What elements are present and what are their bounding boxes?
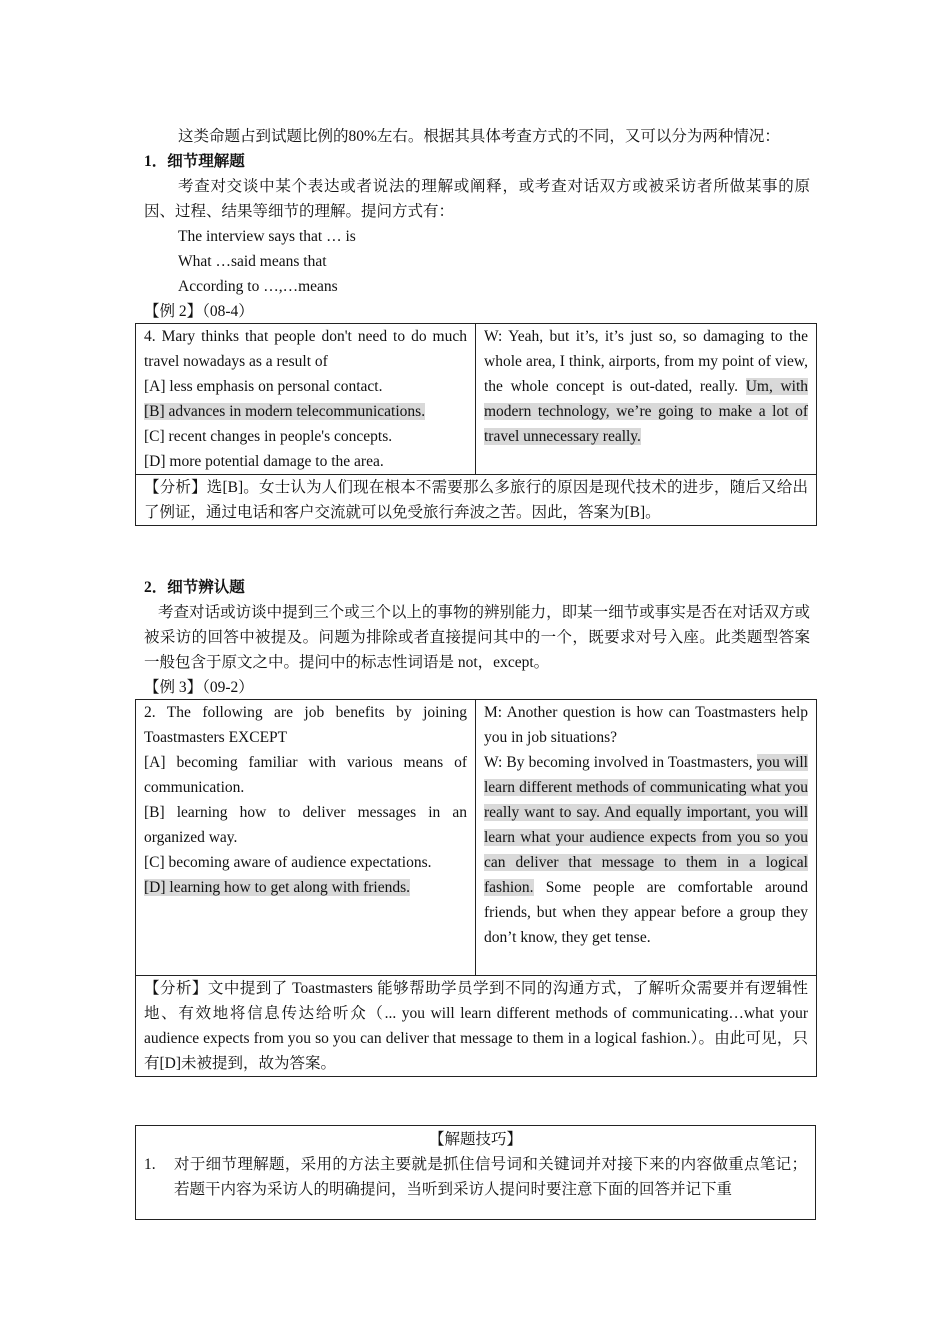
example2-option-d: [D] more potential damage to the area. xyxy=(144,453,384,470)
section1-heading: 1．细节理解题 xyxy=(144,153,245,170)
tips-title: 【解题技巧】 xyxy=(428,1131,522,1148)
example3-analysis-row xyxy=(136,976,817,1077)
example2-label: 【例 2】（08-4） xyxy=(144,303,254,320)
tip-item xyxy=(136,1152,815,1202)
example2-analysis: 【分析】选[B]。女士认为人们现在根本不需要那么多旅行的原因是现代技术的进步，随后又给出了例证，通过电话和客户交流就可以免受旅行奔波之苦。因此，答案为[B]。 xyxy=(136,475,817,526)
section2-description: 考查对话或访谈中提到三个或三个以上的事物的辨别能力，即某一细节或事实是否在对话双方或被采访的回答中被提及。问题为排除或者直接提问其中的一个，既要求对号入座。此类题型答案一般包含于原文之中。提问中的标志性词语是 not，except。 xyxy=(144,604,810,671)
example3-label: 【例 3】（09-2） xyxy=(144,679,254,696)
tip-text: 对于细节理解题，采用的方法主要就是抓住信号词和关键词并对接下来的内容做重点笔记；若题干内容为采访人的明确提问，当听到采访人提问时要注意下面的回答并记下重 xyxy=(174,1156,807,1198)
example3-transcript-w-end: Some people are comfortable around friends, but when they appear before a group they don’t know, they get tense. xyxy=(484,879,808,946)
example2-transcript-text: W: Yeah, but it’s, it’s just so, so damaging to the whole area, I think, airports, from my point of view, the whole concept is out-dated, really. xyxy=(484,328,808,395)
example3-transcript-m: M: Another question is how can Toastmasters help you in job situations? xyxy=(484,704,808,746)
example3-option-c: [C] becoming aware of audience expectations. xyxy=(144,854,432,871)
example3-option-d xyxy=(144,875,467,900)
question-form-2: What …said means that xyxy=(178,253,327,270)
example3-table xyxy=(135,699,817,1077)
example3-transcript-highlight: you will learn different methods of communicating what you really want to say. And equally important, you will learn what your audience expects from you so you can deliver that message to them in a logical fashion. xyxy=(484,754,808,896)
question-form-1: The interview says that … is xyxy=(178,228,356,245)
tips-box xyxy=(135,1125,816,1220)
example3-option-d-text: [D] learning how to get along with friends. xyxy=(144,879,411,896)
example3-transcript-w xyxy=(484,750,808,950)
example3-question: 2. The following are job benefits by joining Toastmasters EXCEPT xyxy=(144,704,467,746)
example2-option-c: [C] recent changes in people's concepts. xyxy=(144,428,393,445)
example2-question: 4. Mary thinks that people don't need to do much travel nowadays as a result of xyxy=(144,328,467,370)
example3-analysis: 【分析】文中提到了 Toastmasters 能够帮助学员学到不同的沟通方式，了解听众需要并有逻辑性地、有效地将信息传达给听众（... you will learn different methods of communicating…what your audience expects from you so you can deliver that message to them in a logical fashion.）。由此可见，只有[D]未被提到，故为答案。 xyxy=(136,976,817,1077)
example2-table xyxy=(135,323,817,526)
section2-heading: 2．细节辨认题 xyxy=(144,579,245,596)
intro-paragraph: 这类命题占到试题比例的80%左右。根据其具体考查方式的不同，又可以分为两种情况： xyxy=(178,128,780,145)
example2-content-row xyxy=(136,324,817,475)
example2-analysis-row xyxy=(136,475,817,526)
example3-option-a: [A] becoming familiar with various means of communication. xyxy=(144,754,467,796)
example3-transcript-w-start: W: By becoming involved in Toastmasters, xyxy=(484,754,757,771)
example2-option-a: [A] less emphasis on personal contact. xyxy=(144,378,383,395)
example2-transcript-cell xyxy=(476,324,817,475)
example3-transcript-cell xyxy=(476,700,817,976)
example2-option-b-text: [B] advances in modern telecommunications. xyxy=(144,403,426,420)
section1-description: 考查对交谈中某个表达或者说法的理解或阐释，或考查对话双方或被采访者所做某事的原因、过程、结果等细节的理解。提问方式有： xyxy=(144,178,810,220)
question-form-3: According to …,…means xyxy=(178,278,338,295)
example3-question-cell xyxy=(136,700,476,976)
example3-content-row xyxy=(136,700,817,976)
example2-option-b xyxy=(144,399,467,424)
example2-question-cell xyxy=(136,324,476,475)
example2-transcript-highlight: Um, with modern technology, we’re going to make a lot of travel unnecessary really. xyxy=(484,378,808,445)
tip-number: 1. xyxy=(144,1156,156,1173)
example3-option-b: [B] learning how to deliver messages in an organized way. xyxy=(144,804,467,846)
